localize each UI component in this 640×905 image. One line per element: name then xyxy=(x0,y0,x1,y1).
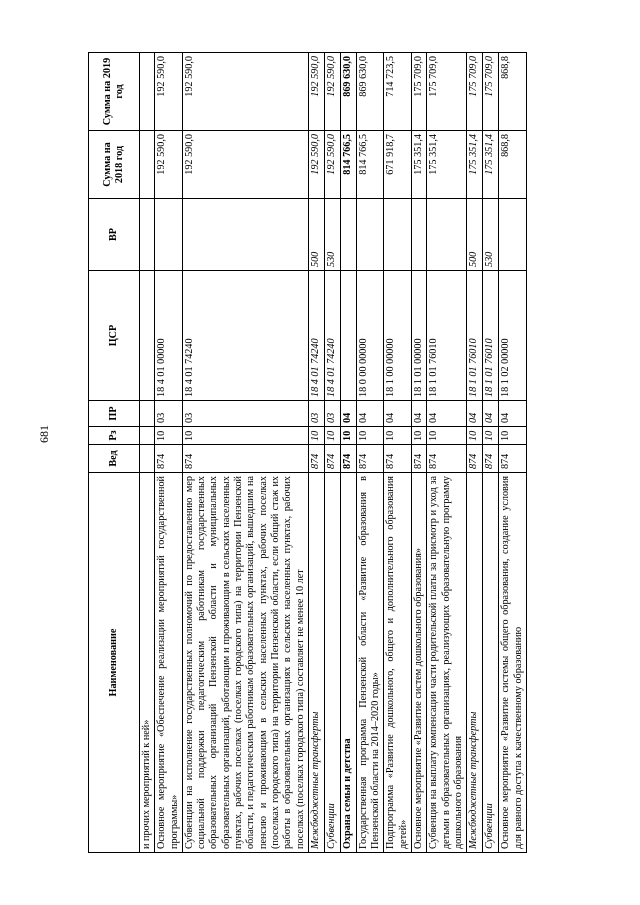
cell-pr: 03 xyxy=(308,401,324,427)
cell-csr xyxy=(340,271,356,401)
cell-pr: 03 xyxy=(182,401,308,427)
cell-rz: 10 xyxy=(324,427,340,445)
cell-sum-2019: 192 590,0 xyxy=(155,53,183,131)
cell-csr: 18 4 01 74240 xyxy=(308,271,324,401)
cell-ved xyxy=(140,445,155,473)
cell-ved: 874 xyxy=(467,445,483,473)
cell-name: Основное мероприятие «Обеспечение реализации мероприятий государственной программы» xyxy=(155,473,183,853)
header-csr: ЦСР xyxy=(89,271,140,401)
cell-csr: 18 4 01 74240 xyxy=(182,271,308,401)
cell-ved: 874 xyxy=(324,445,340,473)
table-row xyxy=(499,53,527,853)
cell-ved: 874 xyxy=(499,445,527,473)
cell-ved: 874 xyxy=(483,445,499,473)
cell-sum-2018: 192 590,0 xyxy=(308,131,324,199)
cell-pr: 04 xyxy=(499,401,527,427)
header-pr: ПР xyxy=(89,401,140,427)
cell-rz xyxy=(140,427,155,445)
cell-sum-2019: 192 590,0 xyxy=(324,53,340,131)
cell-sum-2018: 192 590,0 xyxy=(324,131,340,199)
cell-pr: 03 xyxy=(324,401,340,427)
cell-csr: 18 1 01 76010 xyxy=(483,271,499,401)
cell-rz: 10 xyxy=(340,427,356,445)
cell-sum-2019: 869 630,0 xyxy=(340,53,356,131)
budget-table xyxy=(88,52,527,853)
cell-vr: 500 xyxy=(467,199,483,271)
table-row xyxy=(182,53,308,853)
cell-ved: 874 xyxy=(155,445,183,473)
cell-csr: 18 0 00 00000 xyxy=(356,271,384,401)
cell-name: Подпрограмма «Развитие дошкольного, общего и дополнительного образования детей» xyxy=(384,473,412,853)
cell-vr xyxy=(182,199,308,271)
rotated-table-container xyxy=(88,53,565,853)
cell-ved: 874 xyxy=(356,445,384,473)
cell-ved: 874 xyxy=(182,445,308,473)
cell-rz: 10 xyxy=(384,427,412,445)
cell-sum-2018: 814 766,5 xyxy=(340,131,356,199)
cell-csr: 18 4 01 00000 xyxy=(155,271,183,401)
cell-vr xyxy=(340,199,356,271)
cell-vr: 530 xyxy=(483,199,499,271)
header-vr: ВР xyxy=(89,199,140,271)
cell-sum-2019: 714 723,5 xyxy=(384,53,412,131)
header-sum-2019: Сумма на 2019 год xyxy=(89,53,140,131)
table-body xyxy=(140,53,527,853)
cell-ved: 874 xyxy=(384,445,412,473)
header-name: Наименование xyxy=(89,473,140,853)
cell-vr xyxy=(384,199,412,271)
cell-name: Субвенция на выплату компенсации части родительской платы за присмотр и уход за детьми в образовательных организациях, реализующих образовательную программу дошкольного образования xyxy=(427,473,467,853)
cell-sum-2019: 175 709,0 xyxy=(427,53,467,131)
header-rz: Рз xyxy=(89,427,140,445)
cell-pr: 04 xyxy=(483,401,499,427)
cell-name: Основное мероприятие «Развитие систем дошкольного образования» xyxy=(412,473,427,853)
cell-name: Субвенции на исполнение государственных полномочий по предоставлению мер социальной поддержки педагогическим работникам государственных образовательных организаций Пензенской области и муниципальных образовательных организаций, работающим и проживающим в сельских населенных пунктах, рабочих поселках (поселках городского типа) на территории Пензенской области, и педагогическим работникам образовательных организаций, вышедшим на пенсию и проживающим в сельских населенных пунктах, рабочих поселках (поселках городского типа) на территории Пензенской области, если общий стаж их работы в образовательных организациях в сельских населенных пунктах, рабочих поселках (поселках городского типа) составляет не менее 10 лет xyxy=(182,473,308,853)
cell-csr: 18 1 01 76010 xyxy=(427,271,467,401)
cell-sum-2018: 868,8 xyxy=(499,131,527,199)
page-number: 681 xyxy=(37,425,51,443)
cell-rz: 10 xyxy=(155,427,183,445)
cell-pr xyxy=(140,401,155,427)
cell-pr: 04 xyxy=(384,401,412,427)
cell-sum-2019: 175 709,0 xyxy=(483,53,499,131)
table-row xyxy=(412,53,427,853)
table-row xyxy=(483,53,499,853)
cell-pr: 04 xyxy=(340,401,356,427)
cell-name: Межбюджетные трансферты xyxy=(308,473,324,853)
cell-rz: 10 xyxy=(427,427,467,445)
cell-name: Субвенции xyxy=(483,473,499,853)
table-row xyxy=(384,53,412,853)
cell-csr xyxy=(140,271,155,401)
table-row xyxy=(340,53,356,853)
table-row xyxy=(155,53,183,853)
cell-vr xyxy=(499,199,527,271)
cell-sum-2018 xyxy=(140,131,155,199)
cell-sum-2019: 869 630,0 xyxy=(356,53,384,131)
header-ved: Вед xyxy=(89,445,140,473)
cell-name: Охрана семьи и детства xyxy=(340,473,356,853)
cell-sum-2018: 814 766,5 xyxy=(356,131,384,199)
header-sum-2018: Сумма на 2018 год xyxy=(89,131,140,199)
table-row xyxy=(467,53,483,853)
cell-rz: 10 xyxy=(467,427,483,445)
cell-pr: 04 xyxy=(427,401,467,427)
table-header-row xyxy=(89,53,140,853)
cell-pr: 04 xyxy=(467,401,483,427)
cell-csr: 18 1 01 00000 xyxy=(412,271,427,401)
cell-sum-2018: 175 351,4 xyxy=(483,131,499,199)
cell-pr: 04 xyxy=(412,401,427,427)
cell-pr: 04 xyxy=(356,401,384,427)
cell-sum-2019: 192 590,0 xyxy=(308,53,324,131)
cell-sum-2018: 175 351,4 xyxy=(467,131,483,199)
cell-sum-2019: 175 709,0 xyxy=(467,53,483,131)
cell-sum-2018: 192 590,0 xyxy=(155,131,183,199)
table-row xyxy=(427,53,467,853)
cell-rz: 10 xyxy=(483,427,499,445)
cell-vr xyxy=(140,199,155,271)
cell-csr: 18 1 01 76010 xyxy=(467,271,483,401)
cell-sum-2019: 175 709,0 xyxy=(412,53,427,131)
cell-sum-2018: 175 351,4 xyxy=(412,131,427,199)
cell-name: Основное мероприятие «Развитие системы общего образования, создание условия для равного доступа к качественному образованию xyxy=(499,473,527,853)
table-row xyxy=(140,53,155,853)
cell-vr xyxy=(155,199,183,271)
cell-sum-2019: 868,8 xyxy=(499,53,527,131)
cell-sum-2019: 192 590,0 xyxy=(182,53,308,131)
cell-ved: 874 xyxy=(308,445,324,473)
cell-vr xyxy=(412,199,427,271)
cell-sum-2018: 192 590,0 xyxy=(182,131,308,199)
cell-rz: 10 xyxy=(499,427,527,445)
cell-name: Субвенции xyxy=(324,473,340,853)
cell-name: Государственная программа Пензенской области «Развитие образования в Пензенской области на 2014–2020 годы» xyxy=(356,473,384,853)
cell-rz: 10 xyxy=(308,427,324,445)
cell-ved: 874 xyxy=(427,445,467,473)
cell-vr: 530 xyxy=(324,199,340,271)
cell-name: и прочих мероприятий к ней» xyxy=(140,473,155,853)
cell-sum-2018: 175 351,4 xyxy=(427,131,467,199)
cell-name: Межбюджетные трансферты xyxy=(467,473,483,853)
cell-csr: 18 4 01 74240 xyxy=(324,271,340,401)
table-row xyxy=(308,53,324,853)
cell-vr xyxy=(356,199,384,271)
cell-csr: 18 1 00 00000 xyxy=(384,271,412,401)
cell-ved: 874 xyxy=(412,445,427,473)
cell-rz: 10 xyxy=(182,427,308,445)
table-row xyxy=(356,53,384,853)
cell-csr: 18 1 02 00000 xyxy=(499,271,527,401)
cell-vr: 500 xyxy=(308,199,324,271)
cell-sum-2019 xyxy=(140,53,155,131)
cell-rz: 10 xyxy=(356,427,384,445)
cell-ved: 874 xyxy=(340,445,356,473)
cell-vr xyxy=(427,199,467,271)
cell-sum-2018: 671 918,7 xyxy=(384,131,412,199)
table-row xyxy=(324,53,340,853)
cell-rz: 10 xyxy=(412,427,427,445)
cell-pr: 03 xyxy=(155,401,183,427)
